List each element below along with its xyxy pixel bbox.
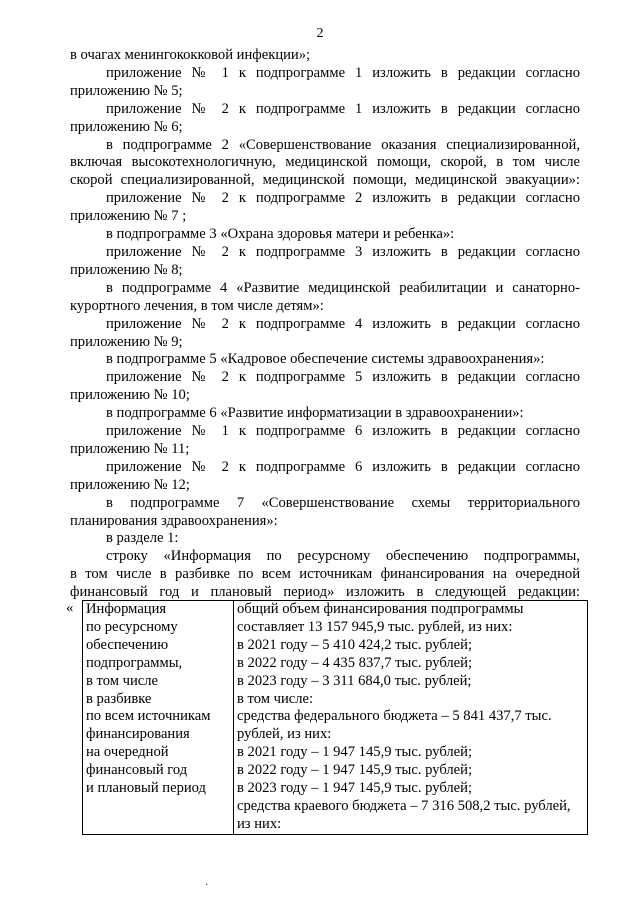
table-label-line: финансирования <box>86 726 190 743</box>
table-label-line: в том числе <box>86 672 159 689</box>
scan-speck: · <box>205 880 209 891</box>
paragraph-line: приложение № 2 к подпрограмме 6 изложить в редакции согласно <box>106 458 580 475</box>
table-label-line: в разбивке <box>86 690 152 707</box>
paragraph-line: приложению № 10; <box>70 387 190 404</box>
table-cell-label <box>83 601 234 835</box>
table-label-line: на очередной <box>86 744 169 761</box>
paragraph-line: в подпрограмме 6 «Развитие информатизации в здравоохранении»: <box>106 405 524 422</box>
table-value-line: из них: <box>237 815 282 832</box>
paragraph-line: курортного лечения, в том числе детям»: <box>70 297 324 314</box>
table-label-line: и плановый период <box>86 780 206 797</box>
page-number: 2 <box>316 26 324 41</box>
table-value-line: в 2022 году – 1 947 145,9 тыс. рублей; <box>237 762 473 779</box>
paragraph-line: приложение № 1 к подпрограмме 1 изложить в редакции согласно <box>106 64 580 81</box>
resource-table <box>82 600 588 835</box>
table-value-line: в 2023 году – 3 311 684,0 тыс. рублей; <box>237 672 472 689</box>
paragraph-line: приложению № 12; <box>70 476 190 493</box>
paragraph-line: приложение № 2 к подпрограмме 4 изложить в редакции согласно <box>106 315 580 332</box>
paragraph-line: в подпрограмме 3 «Охрана здоровья матери и ребенка»: <box>106 226 455 243</box>
table-value-line: в 2021 году – 1 947 145,9 тыс. рублей; <box>237 744 473 761</box>
paragraph-line: скорой специализированной, медицинской помощи, медицинской эвакуации»: <box>70 172 580 189</box>
paragraph-line: приложению № 6; <box>70 118 183 135</box>
table-value-line: средства федерального бюджета – 5 841 437,7 тыс. <box>237 708 552 725</box>
paragraph-line: приложение № 2 к подпрограмме 2 изложить в редакции согласно <box>106 190 580 207</box>
paragraph-line: включая высокотехнологичную, медицинской помощи, скорой, в том числе <box>70 154 580 171</box>
table-value-line: общий объем финансирования подпрограммы <box>237 601 524 617</box>
paragraph-line: в подпрограмме 5 «Кадровое обеспечение системы здравоохранения»: <box>106 351 545 368</box>
table-value-line: рублей, из них: <box>237 726 332 743</box>
table-label-line: финансовый год <box>86 762 188 779</box>
table-label-line: обеспечению <box>86 636 169 653</box>
resource-table-block <box>68 600 588 835</box>
table-row <box>83 601 588 835</box>
paragraph-line: приложению № 5; <box>70 82 183 99</box>
paragraph-line: приложению № 11; <box>70 440 190 457</box>
paragraph-line: строку «Информация по ресурсному обеспечению подпрограммы, <box>106 548 580 565</box>
paragraph-line: в разделе 1: <box>106 530 179 547</box>
table-label-line: подпрограммы, <box>86 654 183 671</box>
table-value-line: в 2021 году – 5 410 424,2 тыс. рублей; <box>237 636 473 653</box>
paragraph-line: приложению № 8; <box>70 261 183 278</box>
table-cell-value <box>234 601 588 835</box>
paragraph-line: планирования здравоохранения»: <box>70 512 278 529</box>
table-label-line: Информация <box>86 601 167 617</box>
table-label-line: по всем источникам <box>86 708 211 725</box>
table-value-line: в 2023 году – 1 947 145,9 тыс. рублей; <box>237 780 473 797</box>
table-value-line: в том числе: <box>237 690 314 707</box>
paragraph-line: приложение № 1 к подпрограмме 6 изложить в редакции согласно <box>106 423 580 440</box>
paragraph-line: в подпрограмме 7 «Совершенствование схемы территориального <box>106 494 580 511</box>
table-value-line: в 2022 году – 4 435 837,7 тыс. рублей; <box>237 654 473 671</box>
opening-quote: « <box>66 600 74 616</box>
table-value-line: средства краевого бюджета – 7 316 508,2 тыс. рублей, <box>237 797 571 814</box>
paragraph-line: приложение № 2 к подпрограмме 5 изложить в редакции согласно <box>106 369 580 386</box>
paragraph-line: финансовый год и плановый период» изложить в следующей редакции: <box>70 584 580 601</box>
paragraph-line: в том числе в разбивке по всем источникам финансирования на очередной <box>70 566 580 583</box>
paragraph-line: в подпрограмме 4 «Развитие медицинской реабилитации и санаторно- <box>106 279 580 296</box>
paragraph-line: приложение № 2 к подпрограмме 1 изложить в редакции согласно <box>106 100 580 117</box>
paragraph-line: приложение № 2 к подпрограмме 3 изложить в редакции согласно <box>106 243 580 260</box>
table-value-line: составляет 13 157 945,9 тыс. рублей, из них: <box>237 618 513 635</box>
table-label-line: по ресурсному <box>86 618 178 635</box>
paragraph-line: приложению № 7 ; <box>70 208 187 225</box>
paragraph-line: приложению № 9; <box>70 333 183 350</box>
document-body <box>70 47 580 602</box>
paragraph-line: в очагах менингококковой инфекции»; <box>70 47 311 63</box>
paragraph-line: в подпрограмме 2 «Совершенствование оказания специализированной, <box>106 136 580 153</box>
